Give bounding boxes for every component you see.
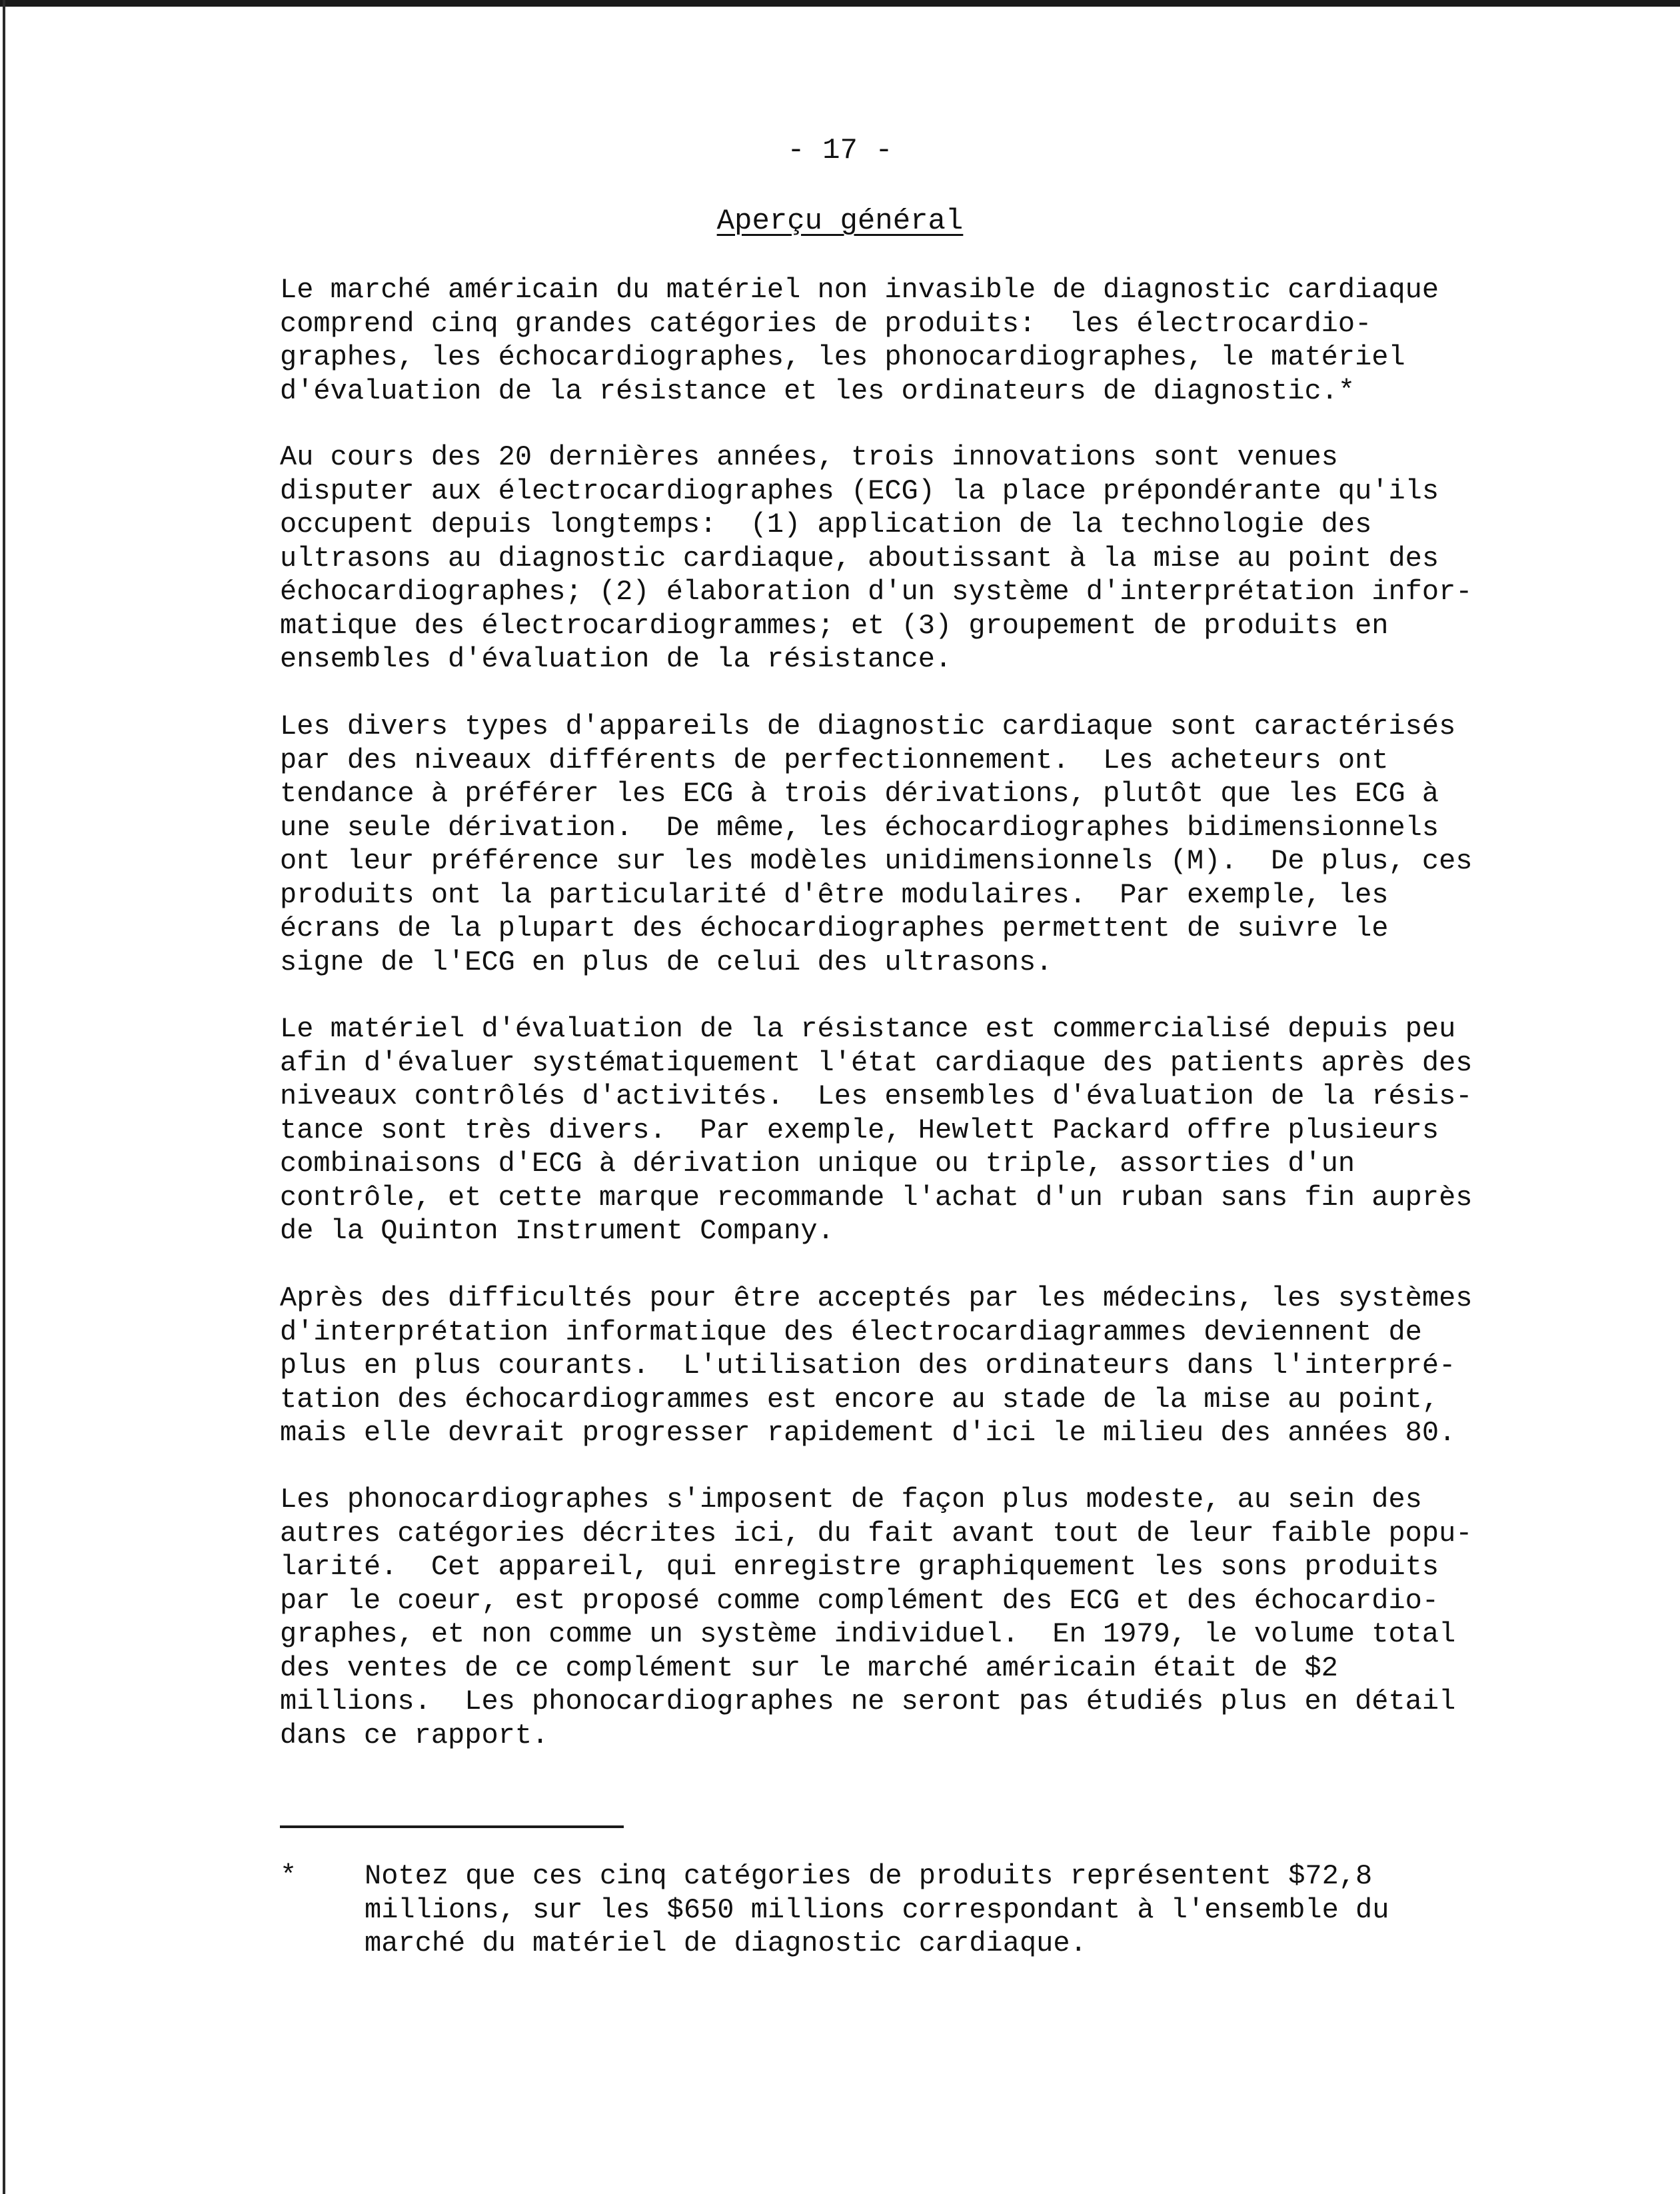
- paragraph-line: niveaux contrôlés d'activités. Les ensembles d'évaluation de la résis-: [280, 1080, 1473, 1112]
- paragraph-line: mais elle devrait progresser rapidement d'ici le milieu des années 80.: [280, 1417, 1456, 1449]
- paragraph-line: signe de l'ECG en plus de celui des ultrasons.: [280, 946, 1053, 978]
- paragraph-line: comprend cinq grandes catégories de produits: les électrocardio-: [280, 307, 1372, 340]
- paragraph-line: une seule dérivation. De même, les échocardiographes bidimensionnels: [280, 811, 1439, 844]
- paragraph-line: Après des difficultés pour être acceptés par les médecins, les systèmes: [280, 1282, 1473, 1314]
- paragraph-line: graphes, les échocardiographes, les phonocardiographes, le matériel: [280, 341, 1405, 373]
- section-heading: Aperçu général: [716, 205, 964, 238]
- paragraph-line: Les divers types d'appareils de diagnostic cardiaque sont caractérisés: [280, 710, 1456, 742]
- paragraph-line: tation des échocardiogrammes est encore au stade de la mise au point,: [280, 1383, 1439, 1416]
- paragraph-line: matique des électrocardiogrammes; et (3) groupement de produits en: [280, 609, 1389, 642]
- paragraph-3: [280, 710, 1493, 979]
- footnote-separator: [280, 1825, 624, 1828]
- paragraph-5: [280, 1282, 1493, 1450]
- paragraph-line: graphes, et non comme un système individuel. En 1979, le volume total: [280, 1618, 1456, 1650]
- paragraph-line: disputer aux électrocardiographes (ECG) la place prépondérante qu'ils: [280, 475, 1439, 507]
- paragraph-line: plus en plus courants. L'utilisation des ordinateurs dans l'interpré-: [280, 1350, 1456, 1382]
- section-heading-wrapper: [0, 203, 1680, 240]
- paragraph-line: Au cours des 20 dernières années, trois innovations sont venues: [280, 441, 1338, 473]
- paragraph-line: ont leur préférence sur les modèles unidimensionnels (M). De plus, ces: [280, 845, 1473, 877]
- footnote-line: marché du matériel de diagnostic cardiaque.: [365, 1927, 1087, 1959]
- paragraph-line: d'évaluation de la résistance et les ordinateurs de diagnostic.*: [280, 375, 1355, 407]
- paragraph-line: dans ce rapport.: [280, 1719, 549, 1751]
- paragraph-line: échocardiographes; (2) élaboration d'un système d'interprétation infor-: [280, 576, 1473, 608]
- left-border-line: [3, 0, 5, 2194]
- paragraph-line: par le coeur, est proposé comme complément des ECG et des échocardio-: [280, 1584, 1439, 1617]
- page-number: - 17 -: [787, 134, 893, 167]
- paragraph-4: [280, 1012, 1493, 1248]
- paragraph-line: d'interprétation informatique des électrocardiagrammes deviennent de: [280, 1316, 1422, 1348]
- paragraph-line: produits ont la particularité d'être modulaires. Par exemple, les: [280, 878, 1389, 911]
- paragraph-line: ultrasons au diagnostic cardiaque, aboutissant à la mise au point des: [280, 542, 1439, 574]
- paragraph-line: Le matériel d'évaluation de la résistance est commercialisé depuis peu: [280, 1013, 1456, 1045]
- paragraph-line: afin d'évaluer systématiquement l'état cardiaque des patients après des: [280, 1046, 1473, 1079]
- paragraph-line: Les phonocardiographes s'imposent de façon plus modeste, au sein des: [280, 1484, 1422, 1516]
- paragraph-line: tance sont très divers. Par exemple, Hewlett Packard offre plusieurs: [280, 1114, 1439, 1146]
- footnote-line: millions, sur les $650 millions correspondant à l'ensemble du: [365, 1893, 1389, 1926]
- paragraph-2: [280, 441, 1493, 676]
- paragraph-line: combinaisons d'ECG à dérivation unique ou triple, assorties d'un: [280, 1148, 1355, 1180]
- paragraph-line: tendance à préférer les ECG à trois dérivations, plutôt que les ECG à: [280, 778, 1439, 810]
- paragraph-line: des ventes de ce complément sur le marché américain était de $2: [280, 1651, 1338, 1684]
- paragraph-line: larité. Cet appareil, qui enregistre graphiquement les sons produits: [280, 1551, 1439, 1583]
- paragraph-line: écrans de la plupart des échocardiographes permettent de suivre le: [280, 912, 1389, 944]
- paragraph-line: Le marché américain du matériel non invasible de diagnostic cardiaque: [280, 274, 1439, 306]
- footnote-line: Notez que ces cinq catégories de produits représentent $72,8: [365, 1860, 1373, 1892]
- paragraph-line: millions. Les phonocardiographes ne seront pas étudiés plus en détail: [280, 1685, 1456, 1717]
- paragraph-line: contrôle, et cette marque recommande l'achat d'un ruban sans fin auprès: [280, 1181, 1473, 1214]
- paragraph-line: occupent depuis longtemps: (1) application de la technologie des: [280, 509, 1372, 541]
- paragraph-6: [280, 1483, 1493, 1752]
- paragraph-line: ensembles d'évaluation de la résistance.: [280, 643, 952, 675]
- paragraph-1: [280, 273, 1493, 408]
- paragraph-line: de la Quinton Instrument Company.: [280, 1215, 834, 1247]
- paragraph-line: autres catégories décrites ici, du fait avant tout de leur faible popu-: [280, 1517, 1473, 1550]
- footnote-text: [365, 1859, 1497, 1961]
- paragraph-line: par des niveaux différents de perfectionnement. Les acheteurs ont: [280, 744, 1389, 776]
- footnote-marker: *: [280, 1860, 297, 1892]
- top-border-line: [0, 0, 1680, 7]
